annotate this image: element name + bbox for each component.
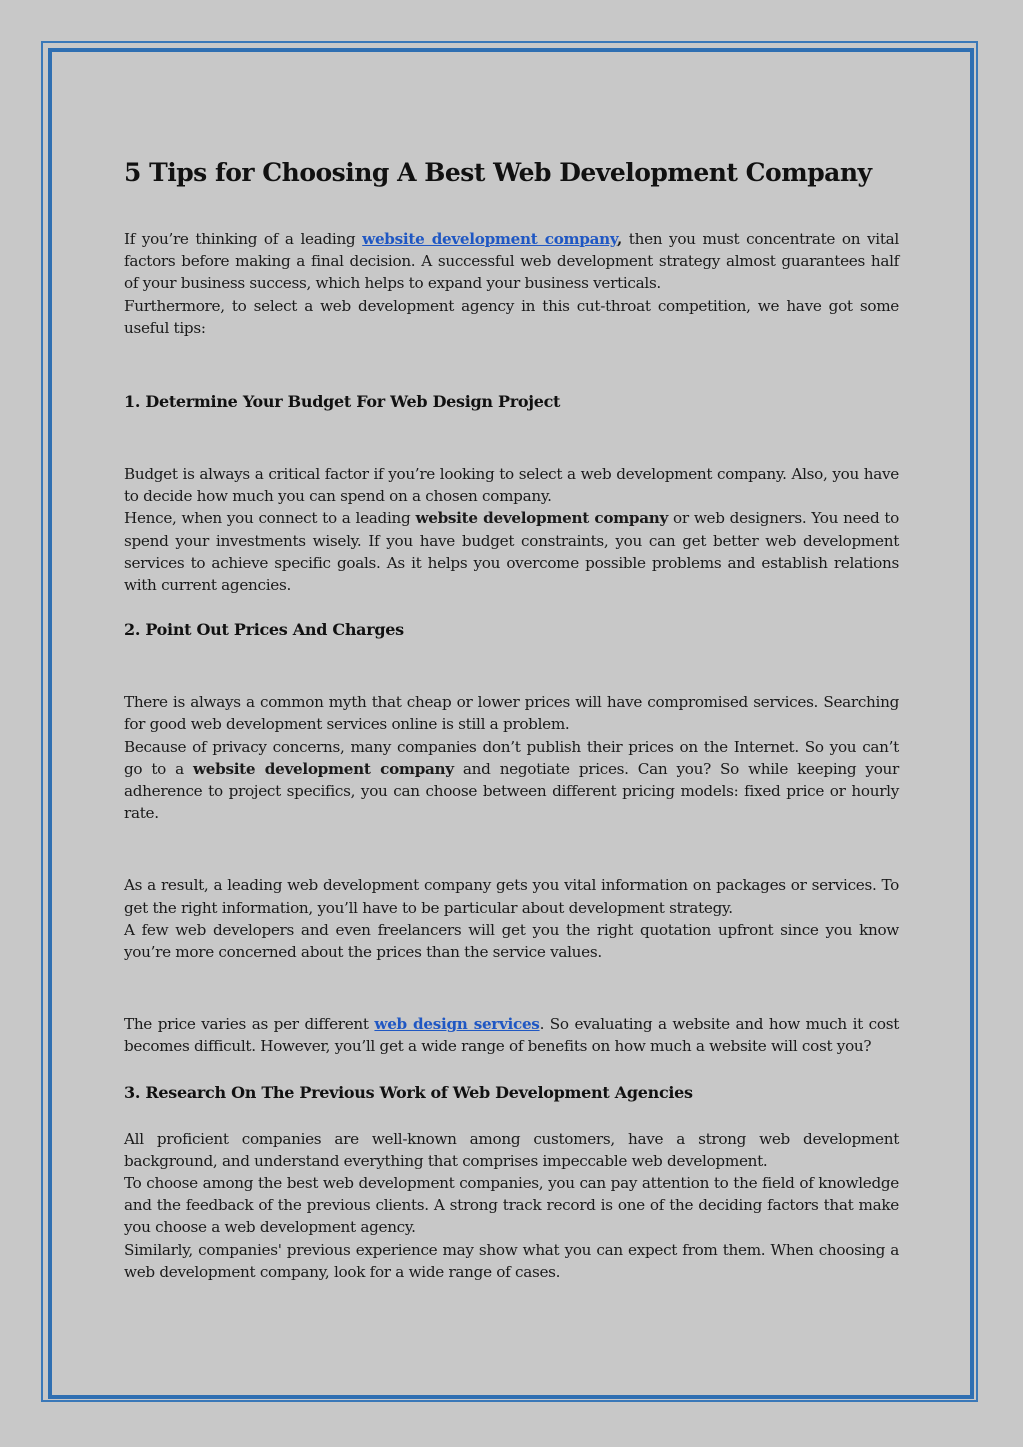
section2-p2-start: Because of privacy concerns, many companies don’t publish their prices on the Internet. So you can’t go to a (124, 737, 899, 778)
web-design-services-link[interactable]: web design services (374, 1015, 540, 1034)
intro-text-start: If you’re thinking of a leading (124, 230, 363, 248)
website-development-company-link[interactable]: website development company (362, 230, 617, 248)
document-body (124, 150, 899, 1283)
section2-p5-end: . So evaluating a website and how much it cost becomes difficult. However, you’ll get a wide range of benefits on how much a website will cost you? (124, 1015, 900, 1056)
section2-p5-start: The price varies as per different (124, 1015, 375, 1034)
section3-paragraph-2: To choose among the best web development companies, you can pay attention to the field of knowledge and the feedback of the previous clients. A strong track record is one of the deciding factors that make you choose a web development agency. (124, 1174, 899, 1237)
intro-paragraph (124, 228, 899, 339)
section2-paragraph-5 (124, 1013, 899, 1057)
section2-p2-bold: website development company (192, 759, 454, 778)
intro-text-line2: Furthermore, to select a web development agency in this cut-throat competition, we have got some useful tips: (124, 296, 899, 337)
intro-text-after: then you must concentrate on vital factors before making a final decision. A successful web development strategy almost guarantees half of your business success, which helps to expand your business verticals. (124, 230, 899, 293)
section3-heading: 3. Research On The Previous Work of Web Development Agencies (124, 1082, 693, 1102)
section2-paragraph-2 (124, 736, 899, 825)
section1-p2-bold: website development company (415, 509, 669, 528)
section2-heading: 2. Point Out Prices And Charges (124, 620, 404, 640)
section2-paragraph-3: As a result, a leading web development company gets you vital information on packages or services. To get the right information, you’ll have to be particular about development strategy. (124, 876, 899, 917)
section1-p2-start: Hence, when you connect to a leading (124, 509, 416, 528)
section1-heading: 1. Determine Your Budget For Web Design Project (124, 392, 561, 412)
section1-p2-end: or web designers. You need to spend your investments wisely. If you have budget constraints, you can get better web development services to achieve specific goals. As it helps you overcome possible problems and establish relations with current agencies. (124, 509, 899, 595)
section1-paragraph-1: Budget is always a critical factor if you’re looking to select a web development company. Also, you have to decide how much you can spend on a chosen company. (124, 465, 899, 506)
section2-paragraph-4: A few web developers and even freelancers will get you the right quotation upfront since you know you’re more concerned about the prices than the service values. (124, 920, 899, 962)
document-title: 5 Tips for Choosing A Best Web Development Company (124, 158, 872, 187)
section1-paragraph-2 (124, 507, 899, 596)
section3-paragraph-3: Similarly, companies' previous experience may show what you can expect from them. When choosing a web development company, look for a wide range of cases. (124, 1240, 899, 1281)
intro-text-rest: , (616, 230, 622, 248)
section3-paragraph-1: All proficient companies are well-known among customers, have a strong web development background, and understand everything that comprises impeccable web development. (124, 1129, 899, 1170)
section2-p2-end: and negotiate prices. Can you? So while keeping your adherence to project specifics, you can choose between different pricing models: fixed price or hourly rate. (124, 759, 899, 823)
section2-paragraph-1: There is always a common myth that cheap or lower prices will have compromised services. Searching for good web development services online is still a problem. (124, 693, 899, 734)
